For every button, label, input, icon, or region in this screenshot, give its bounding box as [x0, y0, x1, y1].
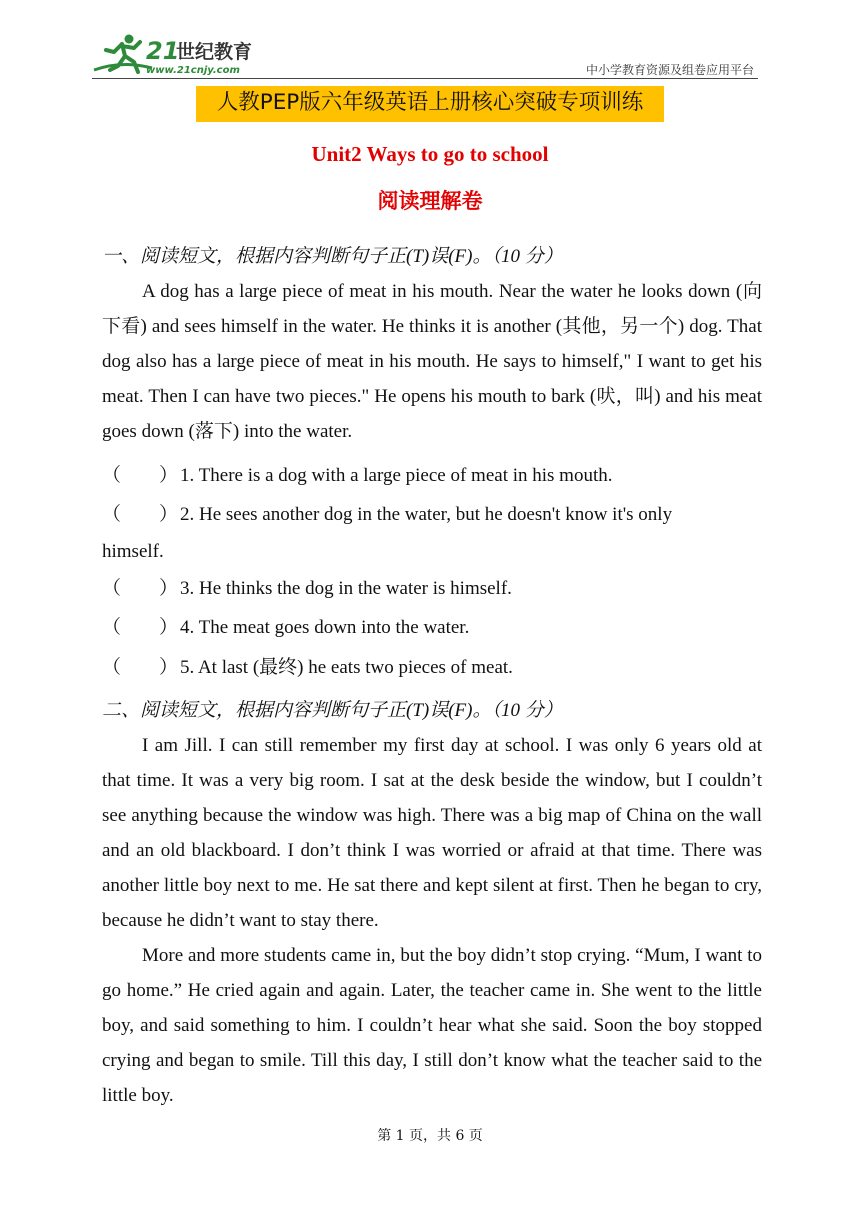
- runner-icon: [94, 35, 152, 73]
- question-5: [102, 650, 513, 686]
- question-text: 4. The meat goes down into the water.: [180, 617, 470, 638]
- passage-paragraph: A dog has a large piece of meat in his mouth. Near the water he looks down (向下看) and sees himself in the water. He thinks it is another (其他，另一个) dog. That dog also has a large piece of meat in his mouth. He says to himself," I want to get his meat. Then I can have two pieces." He opens his mouth to bark (吠，叫) and his meat goes down (落下) into the water.: [102, 281, 762, 442]
- page-header: [92, 30, 758, 82]
- answer-blank[interactable]: （ ）: [102, 465, 179, 486]
- unit-title: Unit2 Ways to go to school: [311, 142, 549, 166]
- banner-title: 人教PEP版六年级英语上册核心突破专项训练: [196, 86, 664, 122]
- svg-text:www.21cnjy.com: www.21cnjy.com: [146, 65, 240, 76]
- question-text: 3. He thinks the dog in the water is himself.: [180, 578, 512, 599]
- answer-blank[interactable]: （ ）: [102, 578, 179, 599]
- section1-heading: 一、阅读短文，根据内容判断句子正(T)误(F)。（10 分）: [102, 246, 563, 267]
- svg-text:世纪教育: 世纪教育: [176, 41, 253, 63]
- logo-21cnjy: [92, 30, 292, 76]
- page-number: 第 1 页，共 6 页: [377, 1128, 483, 1144]
- passage-paragraph: More and more students came in, but the boy didn’t stop crying. “Mum, I want to go home.” He cried again and again. Later, the teacher came in. She went to the little boy, and said something to him. I couldn’t hear what she said. Soon the boy stopped crying and began to smile. Till this day, I still don’t know what the teacher said to the little boy.: [102, 945, 762, 1106]
- section2-passage: [102, 728, 762, 1113]
- section1-passage: [102, 274, 762, 449]
- question-text: himself.: [102, 541, 164, 562]
- header-divider: [92, 78, 758, 79]
- question-4: [102, 610, 469, 646]
- svg-text:21: 21: [146, 37, 180, 65]
- question-text: 5. At last (最终) he eats two pieces of meat.: [180, 657, 513, 678]
- answer-blank[interactable]: （ ）: [102, 617, 179, 638]
- platform-text: 中小学教育资源及组卷应用平台: [585, 63, 754, 77]
- question-3: [102, 571, 512, 607]
- section2-heading: 二、阅读短文，根据内容判断句子正(T)误(F)。（10 分）: [102, 700, 563, 721]
- question-2: [102, 497, 672, 533]
- question-text: 1. There is a dog with a large piece of meat in his mouth.: [180, 465, 613, 486]
- question-2-continued: [102, 534, 164, 570]
- answer-blank[interactable]: （ ）: [102, 657, 179, 678]
- answer-blank[interactable]: （ ）: [102, 504, 179, 525]
- passage-paragraph: I am Jill. I can still remember my first day at school. I was only 6 years old at that time. It was a very big room. I sat at the desk beside the window, but I couldn’t see anything because the window was high. There was a big map of China on the wall and an old blackboard. I don’t think I was worried or afraid at that time. There was another little boy next to me. He sat there and kept silent at first. Then he began to cry, because he didn’t want to stay there.: [102, 735, 762, 931]
- question-text: 2. He sees another dog in the water, but he doesn't know it's only: [180, 504, 673, 525]
- paper-title: 阅读理解卷: [377, 189, 483, 213]
- question-1: [102, 458, 613, 494]
